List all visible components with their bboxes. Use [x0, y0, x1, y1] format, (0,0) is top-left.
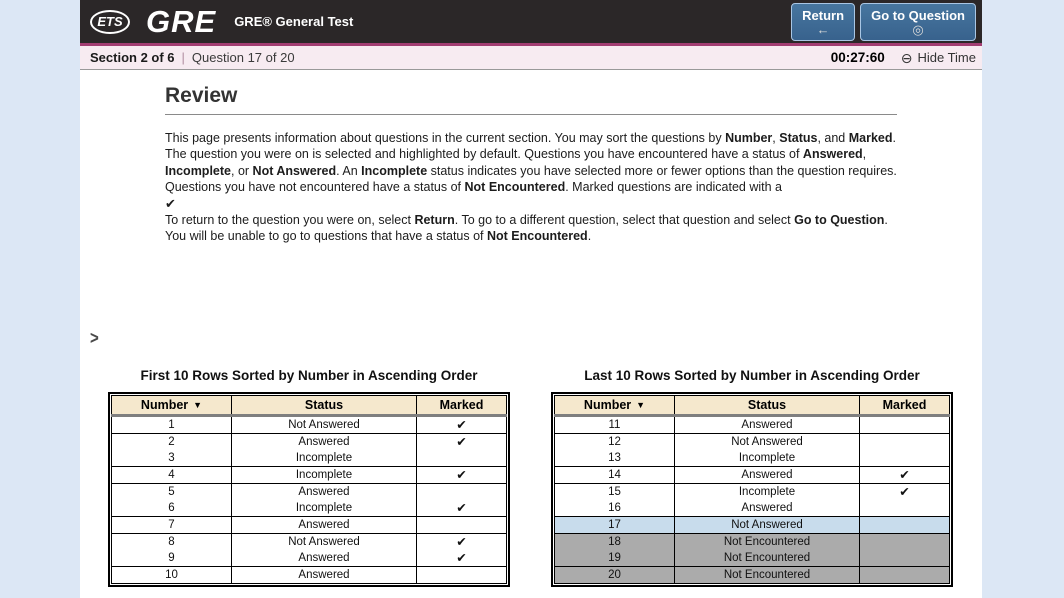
- cell-number: 9: [112, 550, 232, 567]
- table-row-question-18: [555, 534, 950, 551]
- cell-marked: [417, 484, 507, 501]
- column-header-status-label: Status: [304, 398, 344, 412]
- review-table-first-10: [108, 392, 510, 587]
- table-row-question-16[interactable]: [555, 500, 950, 517]
- table-row-question-13[interactable]: [555, 450, 950, 467]
- gre-test-window: [80, 0, 982, 598]
- table-row-question-14[interactable]: [555, 467, 950, 484]
- cell-status: Incomplete: [675, 484, 860, 501]
- return-button-label: Return: [802, 7, 845, 23]
- marked-checkmark-example: ✔: [165, 195, 176, 211]
- sort-descending-icon: ▼: [193, 400, 203, 410]
- timer-area: [831, 50, 976, 65]
- table-header-row: [112, 396, 507, 416]
- cell-marked: [860, 550, 950, 567]
- expand-panel-chevron-icon[interactable]: >: [90, 327, 99, 350]
- review-table-last-10: [551, 392, 953, 587]
- cell-status: Not Answered: [675, 434, 860, 451]
- goto-question-button-label: Go to Question: [871, 7, 965, 23]
- column-header-number-label: Number: [140, 398, 189, 412]
- cell-number: 6: [112, 500, 232, 517]
- table-row-question-10[interactable]: [112, 567, 507, 584]
- cell-marked: [860, 567, 950, 584]
- cell-number: 11: [555, 416, 675, 434]
- column-header-number[interactable]: [112, 396, 232, 416]
- timer: 00:27:60: [830, 50, 885, 65]
- cell-status: Not Answered: [675, 517, 860, 534]
- cell-marked: [417, 517, 507, 534]
- cell-marked: ✔: [417, 467, 507, 484]
- cell-number: 20: [555, 567, 675, 584]
- cell-number: 16: [555, 500, 675, 517]
- cell-number: 15: [555, 484, 675, 501]
- cell-number: 17: [555, 517, 675, 534]
- ets-logo: [90, 10, 130, 34]
- instructions-paragraph-1: This page presents information about questions in the current section. You may sort the questions by Number, Status, and Marked. The question you were on is selected and highlighted by default. Questions you have encountered have a status of Answered, Incomplete, or Not Answered. An Incomplete status indicates you have selected more or fewer options than the question requires. Questions you have not encountered have a status of Not Encountered. Marked questions are indicated with a: [165, 131, 897, 195]
- cell-status: Answered: [232, 567, 417, 584]
- column-header-status-label: Status: [747, 398, 787, 412]
- cell-marked: ✔: [417, 550, 507, 567]
- table-row-question-2[interactable]: [112, 434, 507, 451]
- table-row-question-9[interactable]: [112, 550, 507, 567]
- table-row-question-20: [555, 567, 950, 584]
- table-section-first-10: [108, 368, 510, 587]
- cell-marked: [860, 434, 950, 451]
- question-label: Question 17 of 20: [191, 50, 295, 65]
- column-header-marked[interactable]: [417, 396, 507, 416]
- cell-status: Answered: [232, 517, 417, 534]
- section-status-bar: [80, 46, 982, 70]
- cell-number: 19: [555, 550, 675, 567]
- cell-marked: [860, 534, 950, 551]
- title-divider: [165, 114, 897, 115]
- cell-status: Answered: [675, 467, 860, 484]
- table-row-question-8[interactable]: [112, 534, 507, 551]
- cell-status: Answered: [232, 550, 417, 567]
- cell-marked: ✔: [860, 484, 950, 501]
- section-label: Section 2 of 6: [90, 50, 175, 65]
- cell-number: 10: [112, 567, 232, 584]
- cell-status: Not Answered: [232, 416, 417, 434]
- table-row-question-7[interactable]: [112, 517, 507, 534]
- hide-time-button[interactable]: [901, 50, 976, 65]
- table-title-first-10: First 10 Rows Sorted by Number in Ascending Order: [140, 368, 478, 383]
- cell-number: 8: [112, 534, 232, 551]
- cell-status: Not Encountered: [675, 550, 860, 567]
- cell-number: 13: [555, 450, 675, 467]
- table-row-question-1[interactable]: [112, 416, 507, 434]
- page-title: Review: [165, 84, 238, 107]
- cell-marked: ✔: [860, 467, 950, 484]
- table-row-question-6[interactable]: [112, 500, 507, 517]
- cell-marked: [860, 500, 950, 517]
- app-header: [80, 0, 982, 46]
- review-page: [80, 70, 982, 598]
- table-row-question-3[interactable]: [112, 450, 507, 467]
- section-question-separator: |: [181, 50, 185, 65]
- return-arrow-icon: ←: [816, 22, 830, 38]
- cell-status: Not Answered: [232, 534, 417, 551]
- instructions-paragraph-2: To return to the question you were on, select Return. To go to a different question, select that question and select Go to Question. You will be unable to go to questions that have a status of Not Encountered.: [165, 213, 888, 244]
- cell-status: Answered: [232, 434, 417, 451]
- hide-time-label: Hide Time: [917, 50, 976, 65]
- cell-number: 14: [555, 467, 675, 484]
- table-row-question-12[interactable]: [555, 434, 950, 451]
- cell-status: Incomplete: [675, 450, 860, 467]
- cell-marked: [417, 567, 507, 584]
- cell-status: Not Encountered: [675, 534, 860, 551]
- instructions: [165, 130, 907, 245]
- ets-logo-text: ETS: [97, 14, 123, 29]
- cell-number: 5: [112, 484, 232, 501]
- table-row-question-11[interactable]: [555, 416, 950, 434]
- cell-marked: ✔: [417, 434, 507, 451]
- table-header-row: [555, 396, 950, 416]
- header-button-group: [791, 3, 976, 41]
- column-header-number-label: Number: [583, 398, 632, 412]
- column-header-marked[interactable]: [860, 396, 950, 416]
- cell-status: Not Encountered: [675, 567, 860, 584]
- cell-number: 7: [112, 517, 232, 534]
- cell-status: Incomplete: [232, 467, 417, 484]
- cell-marked: [860, 517, 950, 534]
- table-section-last-10: [551, 368, 953, 587]
- goto-question-button[interactable]: [860, 3, 976, 41]
- column-header-marked-label: Marked: [882, 398, 927, 412]
- hide-time-icon: ⊖: [900, 49, 913, 66]
- cell-status: Answered: [232, 484, 417, 501]
- gre-logo: GRE: [146, 4, 217, 39]
- table-title-last-10: Last 10 Rows Sorted by Number in Ascending Order: [584, 368, 920, 383]
- column-header-status[interactable]: [232, 396, 417, 416]
- cell-number: 4: [112, 467, 232, 484]
- return-button[interactable]: [791, 3, 855, 41]
- column-header-number[interactable]: [555, 396, 675, 416]
- table-row-question-5[interactable]: [112, 484, 507, 501]
- cell-marked: [417, 450, 507, 467]
- table-row-question-17[interactable]: [555, 517, 950, 534]
- table-row-question-19: [555, 550, 950, 567]
- goto-target-icon: ◎: [912, 22, 924, 38]
- cell-number: 18: [555, 534, 675, 551]
- cell-status: Answered: [675, 500, 860, 517]
- cell-number: 12: [555, 434, 675, 451]
- cell-marked: ✔: [417, 416, 507, 434]
- cell-number: 1: [112, 416, 232, 434]
- sort-descending-icon: ▼: [636, 400, 646, 410]
- cell-marked: ✔: [417, 500, 507, 517]
- cell-marked: [860, 450, 950, 467]
- cell-marked: ✔: [417, 534, 507, 551]
- cell-status: Incomplete: [232, 500, 417, 517]
- cell-marked: [860, 416, 950, 434]
- cell-status: Answered: [675, 416, 860, 434]
- cell-number: 2: [112, 434, 232, 451]
- column-header-marked-label: Marked: [439, 398, 484, 412]
- table-row-question-4[interactable]: [112, 467, 507, 484]
- table-row-question-15[interactable]: [555, 484, 950, 501]
- cell-status: Incomplete: [232, 450, 417, 467]
- product-title: GRE® General Test: [234, 14, 354, 29]
- column-header-status[interactable]: [675, 396, 860, 416]
- cell-number: 3: [112, 450, 232, 467]
